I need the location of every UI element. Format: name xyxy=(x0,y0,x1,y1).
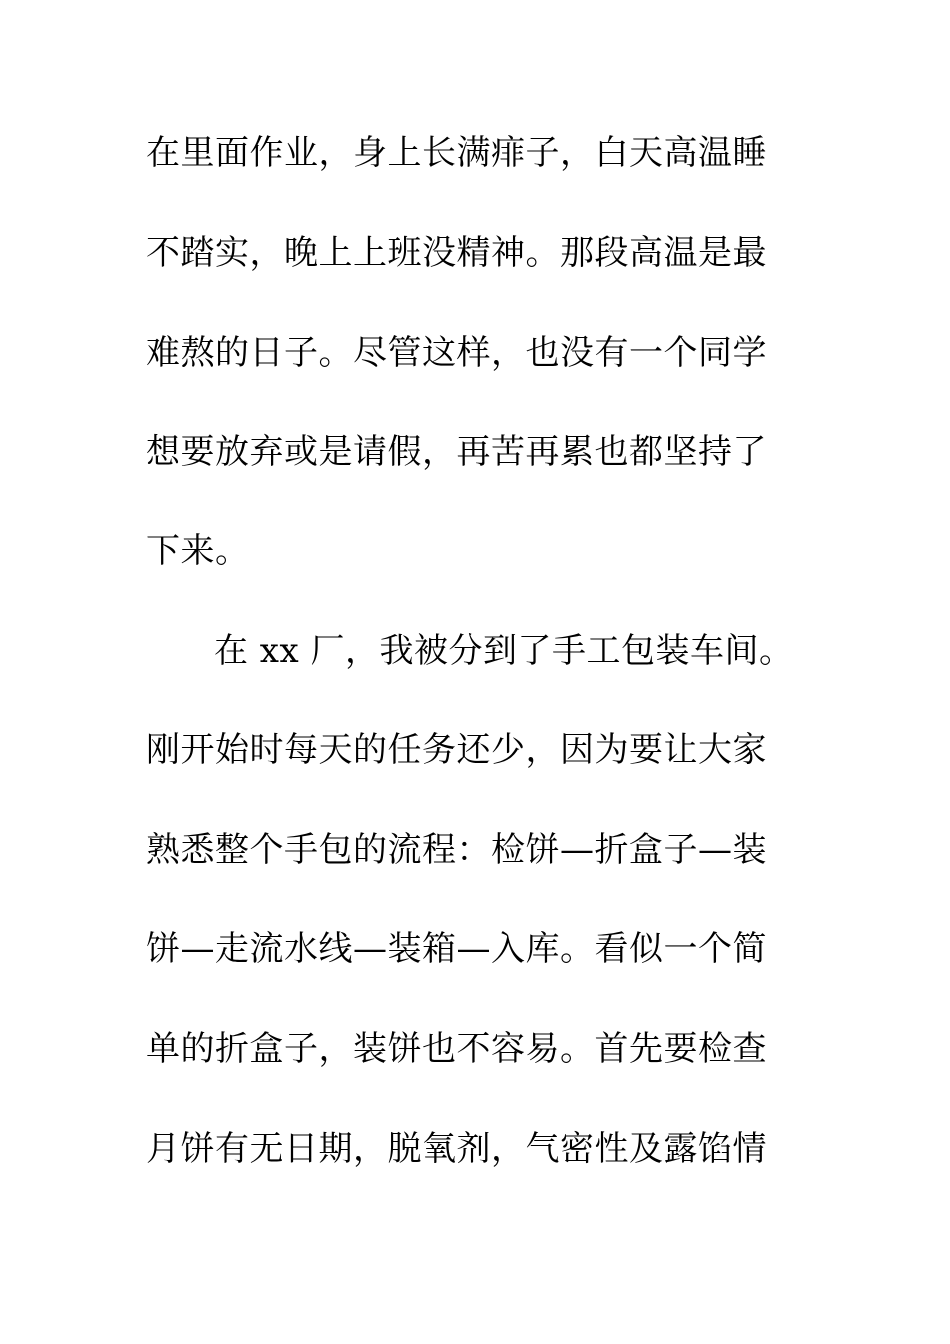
text-line-5: 下来。 xyxy=(146,531,250,571)
text-line-3: 难熬的日子。尽管这样，也没有一个同学 xyxy=(146,333,767,373)
text-line-10: 单的折盒子，装饼也不容易。首先要检查 xyxy=(146,1029,767,1069)
paragraph-start-line: 在 xx 厂，我被分到了手工包装车间。 xyxy=(214,631,794,671)
text-line-1: 在里面作业，身上长满痱子，白天高温睡 xyxy=(146,133,767,173)
text-line-11: 月饼有无日期，脱氧剂，气密性及露馅情 xyxy=(146,1129,767,1169)
text-line-2: 不踏实，晚上上班没精神。那段高温是最 xyxy=(146,233,767,273)
text-line-9: 饼—走流水线—装箱—入库。看似一个简 xyxy=(146,929,767,969)
text-line-7: 刚开始时每天的任务还少，因为要让大家 xyxy=(146,730,767,770)
text-line-4: 想要放弃或是请假，再苦再累也都坚持了 xyxy=(146,432,767,472)
text-line-8: 熟悉整个手包的流程：检饼—折盒子—装 xyxy=(146,830,767,870)
